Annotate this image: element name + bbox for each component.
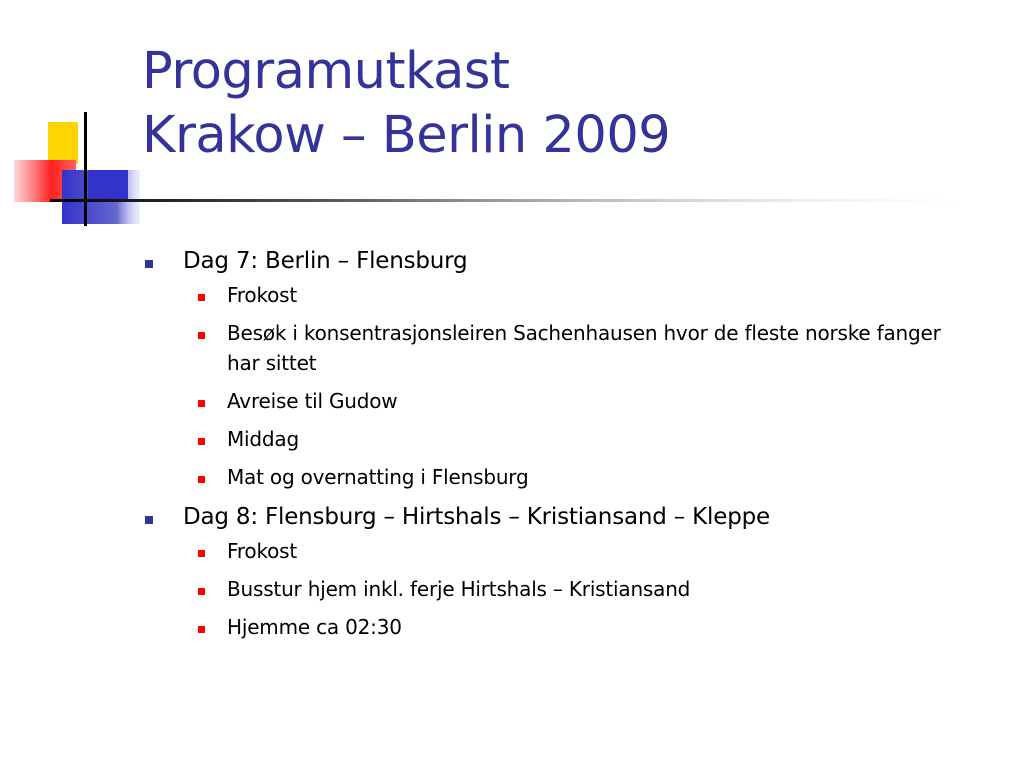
square-bullet-icon bbox=[145, 516, 153, 524]
title-line-1: Programutkast bbox=[142, 42, 510, 101]
activity-text: Avreise til Gudow bbox=[227, 389, 398, 413]
activity-text: Mat og overnatting i Flensburg bbox=[227, 465, 529, 489]
day-item bbox=[143, 244, 973, 492]
square-bullet-icon bbox=[198, 332, 205, 339]
list-item bbox=[183, 612, 973, 642]
deco-horizontal-line bbox=[50, 199, 970, 202]
slide-title bbox=[142, 40, 670, 168]
list-item bbox=[183, 424, 973, 454]
day-label: Dag 8: Flensburg – Hirtshals – Kristiansand – Kleppe bbox=[183, 504, 770, 530]
activity-list bbox=[183, 280, 973, 492]
list-item bbox=[183, 574, 973, 604]
list-item bbox=[183, 318, 973, 378]
square-bullet-icon bbox=[198, 294, 205, 301]
activity-text: Besøk i konsentrasjonsleiren Sachenhausen hvor de fleste norske fanger har sittet bbox=[227, 321, 941, 375]
square-bullet-icon bbox=[145, 260, 153, 268]
activity-list bbox=[183, 536, 973, 642]
activity-text: Hjemme ca 02:30 bbox=[227, 615, 402, 639]
list-item bbox=[183, 536, 973, 566]
day-item bbox=[143, 500, 973, 642]
slide-content bbox=[143, 244, 973, 650]
day-label: Dag 7: Berlin – Flensburg bbox=[183, 248, 468, 274]
activity-text: Busstur hjem inkl. ferje Hirtshals – Kristiansand bbox=[227, 577, 691, 601]
deco-vertical-line bbox=[84, 112, 87, 226]
deco-blue-block bbox=[88, 170, 128, 200]
square-bullet-icon bbox=[198, 438, 205, 445]
square-bullet-icon bbox=[198, 588, 205, 595]
square-bullet-icon bbox=[198, 550, 205, 557]
list-item bbox=[183, 280, 973, 310]
square-bullet-icon bbox=[198, 400, 205, 407]
square-bullet-icon bbox=[198, 626, 205, 633]
list-item bbox=[183, 386, 973, 416]
activity-text: Frokost bbox=[227, 539, 298, 563]
activity-text: Frokost bbox=[227, 283, 298, 307]
title-line-2: Krakow – Berlin 2009 bbox=[142, 106, 671, 165]
activity-text: Middag bbox=[227, 427, 299, 451]
square-bullet-icon bbox=[198, 476, 205, 483]
list-item bbox=[183, 462, 973, 492]
deco-yellow-square bbox=[48, 122, 78, 164]
day-list bbox=[143, 244, 973, 642]
